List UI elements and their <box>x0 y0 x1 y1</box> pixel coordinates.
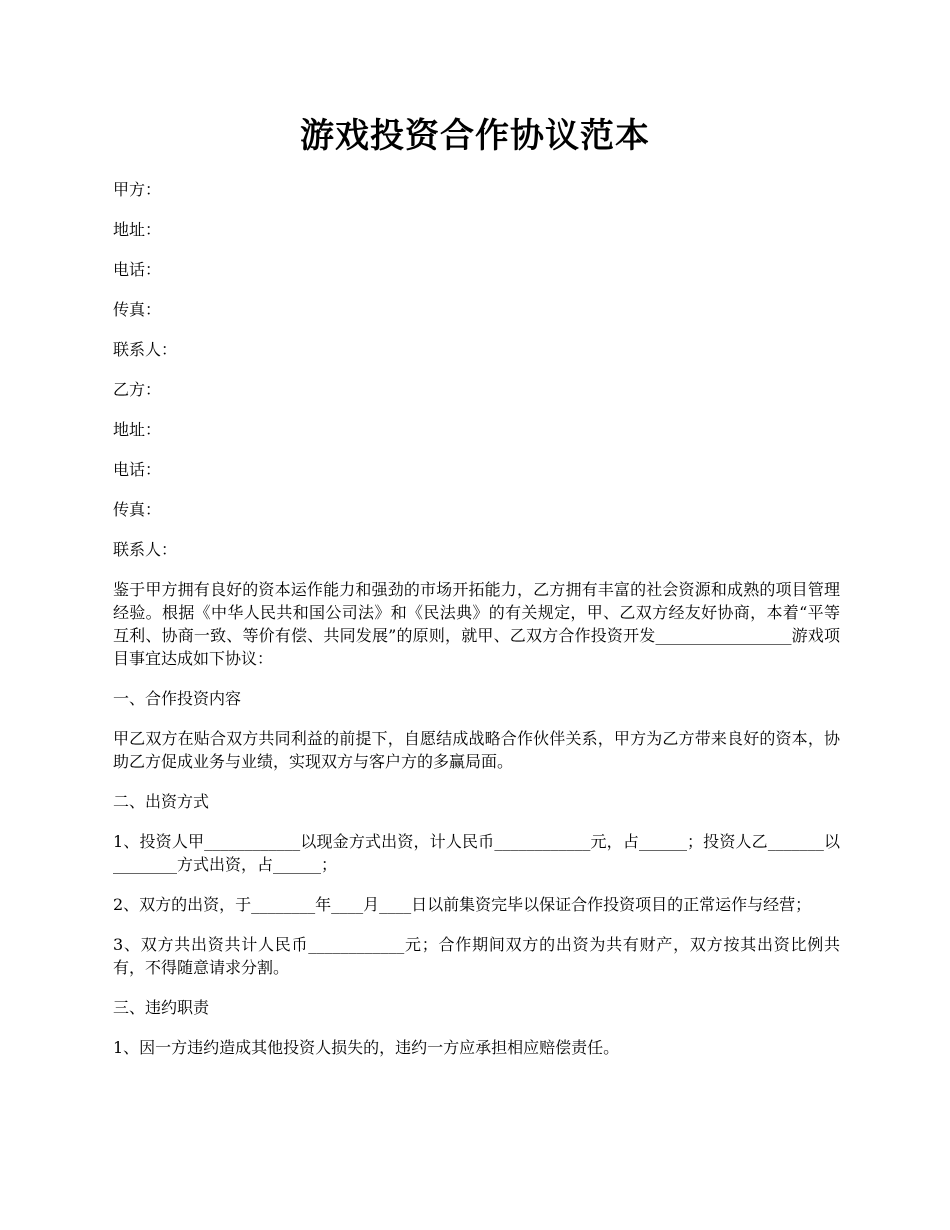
document-body <box>113 178 840 1076</box>
preamble-paragraph: 鉴于甲方拥有良好的资本运作能力和强劲的市场开拓能力，乙方拥有丰富的社会资源和成熟的项目管理经验。根据《中华人民共和国公司法》和《民法典》的有关规定，甲、乙双方经友好协商，本着“平等互利、协商一致、等价有偿、共同发展”的原则，就甲、乙双方合作投资开发_________________游戏项目事宜达成如下协议： <box>113 580 840 668</box>
section-heading: 三、违约职责 <box>113 998 210 1017</box>
section-paragraph: 1、投资人甲____________以现金方式出资，计人民币____________元，占______；投资人乙_______以________方式出资，占______； <box>113 832 840 874</box>
party-a-fax: 传真： <box>113 300 162 319</box>
section-paragraph: 2、双方的出资，于________年____月____日以前集资完毕以保证合作投资项目的正常运作与经营； <box>113 895 812 914</box>
party-b-contact: 联系人： <box>113 540 178 559</box>
party-a-name: 甲方： <box>113 180 162 199</box>
party-b-phone: 电话： <box>113 460 162 479</box>
party-a-address: 地址： <box>113 220 162 239</box>
section-paragraph: 3、双方共出资共计人民币____________元；合作期间双方的出资为共有财产，双方按其出资比例共有，不得随意请求分割。 <box>113 935 840 977</box>
party-a-contact: 联系人： <box>113 340 178 359</box>
document-title: 游戏投资合作协议范本 <box>300 116 650 156</box>
party-a-phone: 电话： <box>113 260 162 279</box>
section-heading: 一、合作投资内容 <box>113 689 242 708</box>
section-heading: 二、出资方式 <box>113 792 210 811</box>
party-b-fax: 传真： <box>113 500 162 519</box>
party-b-name: 乙方： <box>113 380 162 399</box>
party-b-address: 地址： <box>113 420 162 439</box>
section-paragraph: 甲乙双方在贴合双方共同利益的前提下，自愿结成战略合作伙伴关系，甲方为乙方带来良好的资本，协助乙方促成业务与业绩，实现双方与客户方的多赢局面。 <box>113 729 840 771</box>
section-paragraph: 1、因一方违约造成其他投资人损失的，违约一方应承担相应赔偿责任。 <box>113 1038 620 1057</box>
